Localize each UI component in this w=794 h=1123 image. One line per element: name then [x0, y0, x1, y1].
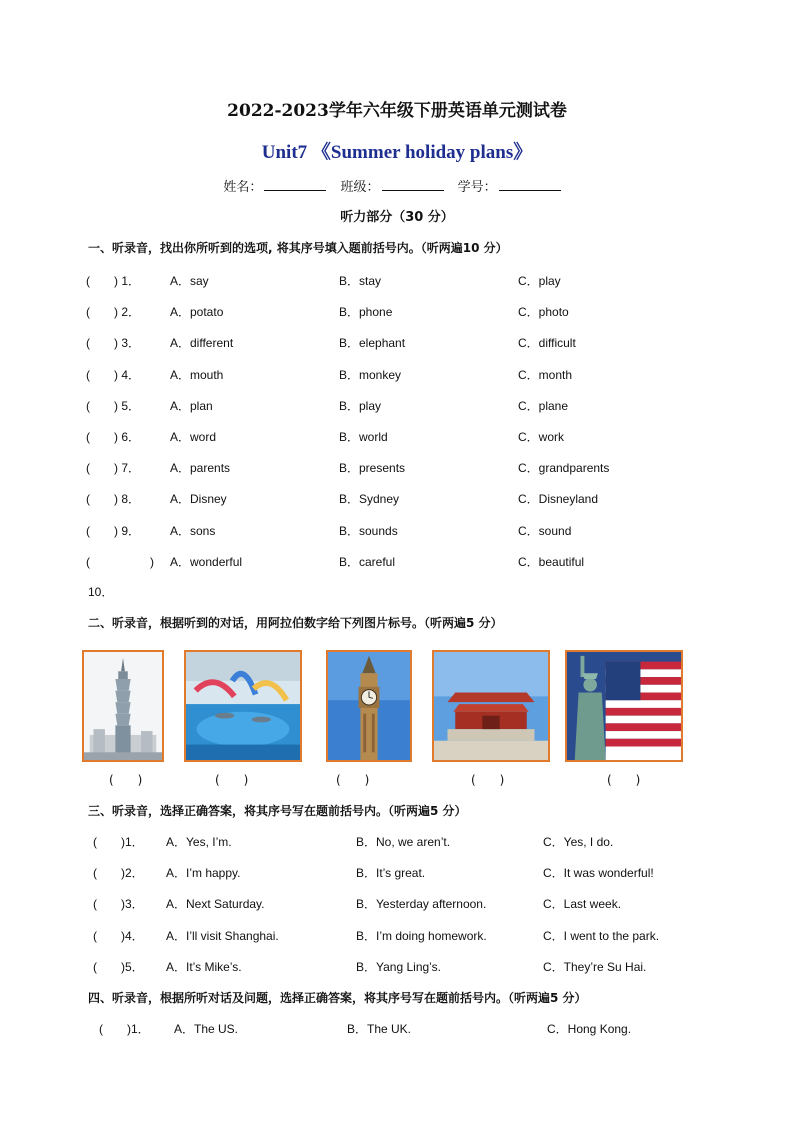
question-row: [0, 428, 794, 448]
picture-answer-5[interactable]: ( ): [607, 773, 641, 787]
option-b: B．The UK.: [347, 1022, 412, 1036]
option-c: C．It was wonderful!: [543, 866, 654, 881]
option-a: A．Yes, I’m.: [166, 835, 232, 849]
picture-answer-2[interactable]: ( ): [215, 773, 249, 787]
answer-bracket[interactable]: ( ) 1．: [86, 274, 141, 288]
option-c: C．I went to the park.: [543, 928, 660, 943]
answer-bracket[interactable]: ( )5．: [93, 959, 144, 974]
picture-dolphin-pool: [184, 650, 302, 762]
class-blank[interactable]: [382, 178, 444, 191]
question-number-10: 10．: [88, 585, 114, 599]
class-label: 班级：: [340, 180, 380, 195]
option-a: A．Next Saturday.: [166, 897, 265, 912]
student-info-row: [0, 176, 794, 195]
name-label: 姓名：: [223, 180, 263, 195]
option-a: A．plan: [170, 398, 213, 413]
answer-bracket[interactable]: ( )2．: [93, 866, 144, 881]
picture-statue-of-liberty: [565, 650, 683, 762]
option-b: B．It’s great.: [356, 866, 426, 881]
name-blank[interactable]: [264, 178, 326, 191]
answer-bracket[interactable]: ( ) 7．: [86, 461, 141, 476]
option-a: A．sons: [170, 523, 216, 538]
question-row: [0, 958, 794, 978]
option-c: C．difficult: [518, 336, 576, 351]
option-c: C．Disneyland: [518, 492, 599, 507]
picture-answer-4[interactable]: ( ): [471, 773, 505, 787]
question-row: [0, 397, 794, 417]
option-a: A．Disney: [170, 492, 227, 507]
question-row: [0, 833, 794, 853]
option-b: B．Sydney: [339, 492, 400, 507]
option-c: C．photo: [518, 305, 569, 320]
option-c: C．work: [518, 430, 565, 444]
question-row: [0, 272, 794, 292]
option-b: B．stay: [339, 274, 382, 288]
listening-part-title: 听力部分（30 分）: [340, 210, 454, 225]
answer-bracket[interactable]: ( ) 2．: [86, 305, 141, 320]
section3-heading: 三、听录音，选择正确答案，将其序号写在题前括号内。（听两遍5 分）: [88, 804, 467, 818]
question-row: [0, 522, 794, 542]
option-a: A．parents: [170, 461, 231, 476]
option-a: A．word: [170, 430, 217, 444]
picture-answer-3[interactable]: ( ): [336, 773, 370, 787]
answer-bracket[interactable]: ( ) 3．: [86, 336, 141, 351]
question-row: [0, 927, 794, 947]
option-a: A．mouth: [170, 367, 224, 382]
picture-big-ben: [326, 650, 412, 762]
option-b: B．No, we aren’t.: [356, 835, 451, 849]
question-row: [0, 553, 794, 573]
option-c: C．play: [518, 274, 561, 288]
option-c: C．plane: [518, 398, 569, 413]
option-c: C．Last week.: [543, 897, 622, 912]
option-a: A．wonderful: [170, 554, 243, 569]
picture-taipei-tower: [82, 650, 164, 762]
question-row: [0, 1020, 794, 1040]
section4-heading: 四、听录音，根据所听对话及问题，选择正确答案，将其序号写在题前括号内。（听两遍5 分）: [88, 991, 587, 1005]
option-a: A．say: [170, 274, 209, 288]
question-row: [0, 895, 794, 915]
answer-bracket[interactable]: ( ) 8．: [86, 492, 141, 507]
option-b: B．play: [339, 398, 382, 413]
answer-bracket[interactable]: ( ) 4．: [86, 367, 141, 382]
answer-bracket[interactable]: ( ) 5．: [86, 398, 141, 413]
option-a: A．potato: [170, 305, 224, 320]
option-c: C．beautiful: [518, 554, 585, 569]
option-b: B．phone: [339, 305, 393, 320]
option-a: A．The US.: [174, 1022, 239, 1036]
page-title: 2022-2023学年六年级下册英语单元测试卷: [227, 101, 567, 121]
option-b: B．careful: [339, 554, 396, 569]
id-label: 学号：: [457, 180, 497, 195]
picture-forbidden-city: [432, 650, 550, 762]
option-a: A．different: [170, 336, 234, 351]
answer-bracket[interactable]: ( ) 9．: [86, 523, 141, 538]
option-a: A．I’ll visit Shanghai.: [166, 928, 279, 943]
unit-subtitle: Unit7 《Summer holiday plans》: [261, 142, 533, 163]
answer-bracket[interactable]: ( )3．: [93, 897, 144, 912]
question-row: [0, 366, 794, 386]
option-c: C．month: [518, 367, 573, 382]
section2-heading: 二、听录音，根据听到的对话，用阿拉伯数字给下列图片标号。（听两遍5 分）: [88, 616, 503, 630]
option-b: B．monkey: [339, 367, 402, 382]
section1-heading: 一、听录音，找出你所听到的选项, 将其序号填入题前括号内。（听两遍10 分）: [88, 241, 508, 255]
answer-bracket[interactable]: ( )1．: [99, 1022, 150, 1036]
option-c: C．Hong Kong.: [547, 1022, 632, 1036]
question-row: [0, 303, 794, 323]
option-b: B．world: [339, 430, 388, 444]
id-blank[interactable]: [499, 178, 561, 191]
option-b: B．elephant: [339, 336, 406, 351]
question-row: [0, 459, 794, 479]
picture-answer-1[interactable]: ( ): [109, 773, 143, 787]
option-b: B．Yang Ling’s.: [356, 959, 441, 974]
option-c: C．sound: [518, 523, 572, 538]
option-b: B．sounds: [339, 523, 398, 538]
option-a: A．It’s Mike’s.: [166, 959, 242, 974]
option-b: B．presents: [339, 461, 406, 476]
question-row: [0, 490, 794, 510]
option-b: B．I’m doing homework.: [356, 928, 487, 943]
answer-bracket[interactable]: ( )4．: [93, 928, 144, 943]
answer-bracket[interactable]: ( ) 6．: [86, 430, 141, 444]
option-c: C．They’re Su Hai.: [543, 959, 647, 974]
question-row: [0, 334, 794, 354]
option-b: B．Yesterday afternoon.: [356, 897, 487, 912]
option-c: C．grandparents: [518, 461, 610, 476]
question-row: [0, 864, 794, 884]
option-a: A．I’m happy.: [166, 866, 241, 881]
answer-bracket[interactable]: ( ): [86, 554, 154, 569]
option-c: C．Yes, I do.: [543, 835, 614, 849]
answer-bracket[interactable]: ( )1．: [93, 835, 144, 849]
